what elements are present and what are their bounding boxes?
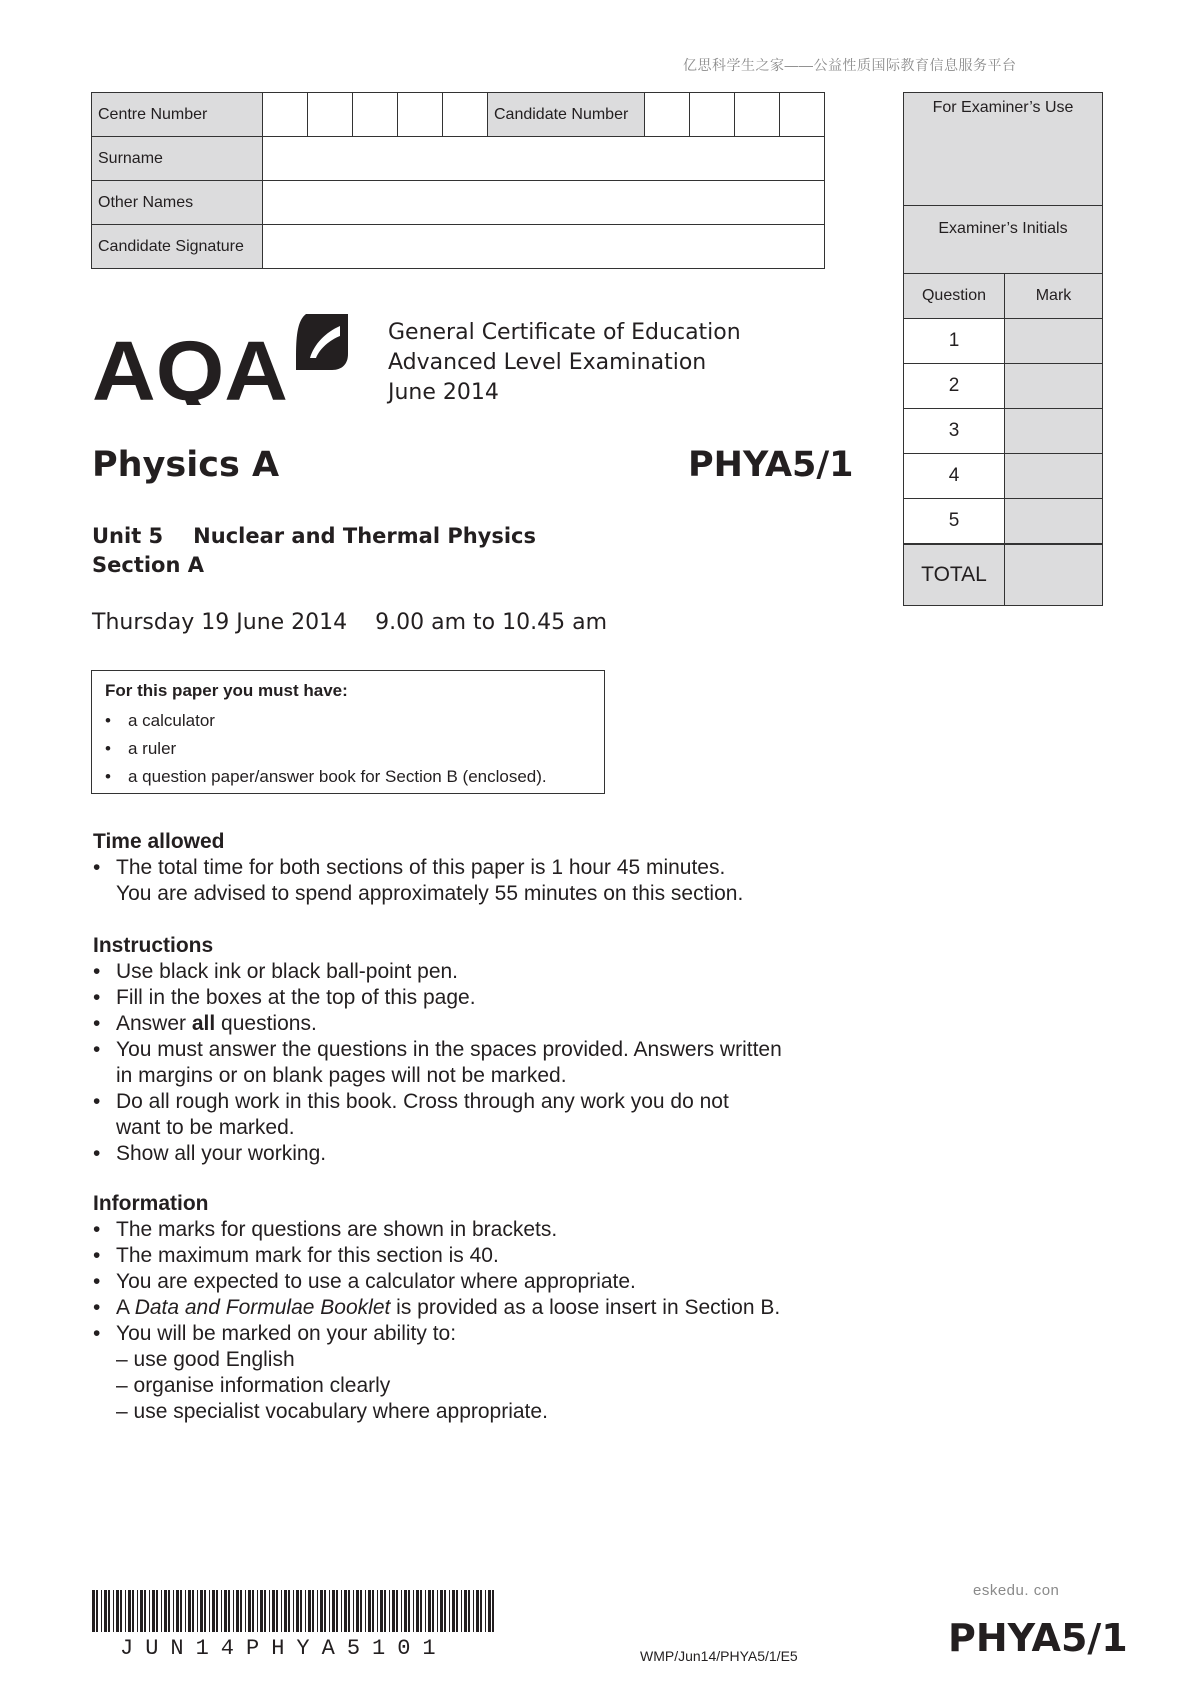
candidate-number-box[interactable] [645, 93, 690, 137]
mark-cell[interactable] [1005, 409, 1103, 454]
barcode-bar [348, 1590, 350, 1632]
exam-line: General Certificate of Education [388, 320, 741, 345]
instruction-emphasis: all [191, 1012, 216, 1035]
barcode-bar [392, 1590, 395, 1632]
barcode-bar [336, 1590, 338, 1632]
signature-field[interactable] [263, 225, 825, 269]
barcode-bar [128, 1590, 131, 1632]
information-item: • The marks for questions are shown in brackets. [93, 1217, 873, 1243]
time-allowed-item: • The total time for both sections of this paper is 1 hour 45 minutes. [93, 855, 873, 881]
barcode-bar [185, 1590, 186, 1632]
centre-number-box[interactable] [398, 93, 443, 137]
centre-number-box[interactable] [308, 93, 353, 137]
instructions-heading: Instructions [93, 934, 214, 957]
barcode-bar [473, 1590, 474, 1632]
centre-number-label: Centre Number [92, 93, 263, 137]
subject-title: Physics A [92, 445, 280, 485]
information-subitem: – use specialist vocabulary where appropriate. [116, 1400, 548, 1423]
information-emphasis: Data and Formulae Booklet [134, 1296, 391, 1319]
barcode-bar [137, 1590, 138, 1632]
barcode-bar [272, 1590, 275, 1632]
information-item: • You are expected to use a calculator where appropriate. [93, 1269, 873, 1295]
barcode-bar [444, 1590, 446, 1632]
barcode-bar [248, 1590, 251, 1632]
barcode-bar [101, 1590, 102, 1632]
barcode-bar [188, 1590, 191, 1632]
barcode-bar [384, 1590, 386, 1632]
time-allowed-item: You are advised to spend approximately 55 minutes on this section. [116, 882, 744, 905]
barcode-bar [221, 1590, 222, 1632]
barcode-bar [356, 1590, 359, 1632]
barcode-bar [341, 1590, 342, 1632]
barcode-bar [413, 1590, 414, 1632]
instruction-text: questions. [215, 1012, 317, 1035]
barcode-bar [96, 1590, 98, 1632]
barcode-bar [276, 1590, 278, 1632]
barcode-bar [156, 1590, 158, 1632]
barcode-bar [344, 1590, 347, 1632]
barcode-bar [284, 1590, 287, 1632]
aqa-logo-text: AQA [92, 324, 288, 405]
barcode-bar [140, 1590, 143, 1632]
footer-paper-code: PHYA5/1 [948, 1616, 1128, 1660]
barcode-bar [461, 1590, 462, 1632]
aqa-logo [92, 310, 352, 410]
watermark-top: 亿思科学生之家——公益性质国际教育信息服务平台 [683, 57, 1017, 73]
barcode-bar [293, 1590, 294, 1632]
question-number: 3 [904, 409, 1005, 454]
exam-time: 9.00 am to 10.45 am [375, 610, 608, 635]
barcode-bar [420, 1590, 422, 1632]
information-text: A [116, 1296, 135, 1319]
question-header: Question [904, 274, 1005, 319]
barcode-bar [408, 1590, 410, 1632]
barcode-bar [456, 1590, 458, 1632]
barcode-bar [488, 1590, 491, 1632]
barcode-bar [252, 1590, 254, 1632]
barcode-bar [452, 1590, 455, 1632]
barcode-bar [240, 1590, 242, 1632]
marks-table [904, 274, 1102, 605]
barcode-bar [152, 1590, 155, 1632]
barcode-bar [389, 1590, 390, 1632]
barcode-bar [329, 1590, 330, 1632]
instruction-item: • Use black ink or black ball-point pen. [93, 959, 873, 985]
must-have-item: • a ruler [105, 735, 604, 763]
barcode-bar [164, 1590, 167, 1632]
candidate-number-label: Candidate Number [488, 93, 645, 137]
aqa-logo-mark [296, 314, 348, 370]
information-subitem: – organise information clearly [116, 1374, 391, 1397]
barcode-bar [360, 1590, 362, 1632]
barcode-bar [464, 1590, 467, 1632]
mark-header: Mark [1005, 274, 1103, 319]
instruction-text: Answer [116, 1012, 192, 1035]
must-have-box [91, 670, 605, 794]
must-have-item: • a question paper/answer book for Section B (enclosed). [105, 763, 604, 791]
barcode-bar [485, 1590, 486, 1632]
examiner-initials-label: Examiner’s Initials [904, 206, 1102, 274]
barcode-bar [173, 1590, 174, 1632]
barcode-bar [404, 1590, 407, 1632]
barcode-bar [416, 1590, 419, 1632]
must-have-item: • a calculator [105, 707, 604, 735]
barcode-bar [260, 1590, 263, 1632]
section-label: Section A [92, 553, 204, 577]
centre-number-box[interactable] [263, 93, 308, 137]
instruction-item: • Show all your working. [93, 1141, 873, 1167]
centre-number-box[interactable] [443, 93, 488, 137]
barcode-text: JUN14PHYA5101 [120, 1636, 448, 1661]
candidate-details-table [91, 92, 825, 269]
barcode-bar [192, 1590, 194, 1632]
barcode-bar [125, 1590, 126, 1632]
barcode-bar [176, 1590, 179, 1632]
instruction-item: • Do all rough work in this book. Cross through any work you do not [93, 1089, 873, 1115]
barcode-bar [296, 1590, 299, 1632]
barcode-bar [480, 1590, 482, 1632]
barcode-bar [377, 1590, 378, 1632]
barcode-bar [200, 1590, 203, 1632]
barcode-bar [380, 1590, 383, 1632]
barcode-bar [233, 1590, 234, 1632]
barcode-bar [197, 1590, 198, 1632]
time-allowed-heading: Time allowed [93, 830, 225, 853]
barcode-bar [209, 1590, 210, 1632]
barcode-bar [149, 1590, 150, 1632]
barcode-bar [468, 1590, 470, 1632]
barcode-bar [372, 1590, 374, 1632]
barcode-bar [425, 1590, 426, 1632]
mark-cell[interactable] [1005, 319, 1103, 364]
instruction-item-cont: in margins or on blank pages will not be marked. [116, 1064, 567, 1087]
barcode-bar [269, 1590, 270, 1632]
barcode-bar [228, 1590, 230, 1632]
barcode-bar [401, 1590, 402, 1632]
instruction-item-cont: want to be marked. [116, 1116, 295, 1139]
information-item: • The maximum mark for this section is 40. [93, 1243, 873, 1269]
candidate-number-box[interactable] [735, 93, 780, 137]
barcode-bar [305, 1590, 306, 1632]
instruction-item: • Fill in the boxes at the top of this page. [93, 985, 873, 1011]
unit-number: Unit 5 [92, 524, 164, 548]
barcode-bar [120, 1590, 122, 1632]
signature-label: Candidate Signature [92, 225, 263, 269]
barcode-bar [132, 1590, 134, 1632]
barcode-bar [108, 1590, 110, 1632]
exam-date-time [92, 610, 607, 635]
examiner-panel [903, 92, 1103, 606]
barcode-bar [353, 1590, 354, 1632]
barcode-bar [312, 1590, 314, 1632]
mark-cell[interactable] [1005, 499, 1103, 545]
barcode-bar [432, 1590, 434, 1632]
barcode-bar [113, 1590, 114, 1632]
exam-line: Advanced Level Examination [388, 350, 707, 375]
barcode-bar [320, 1590, 323, 1632]
barcode-bar [300, 1590, 302, 1632]
question-number: 2 [904, 364, 1005, 409]
information-subitem: – use good English [116, 1348, 295, 1371]
examiner-use-heading: For Examiner’s Use [904, 93, 1102, 206]
centre-number-box[interactable] [353, 93, 398, 137]
barcode-bar [168, 1590, 170, 1632]
barcode-bar [224, 1590, 227, 1632]
must-have-title: For this paper you must have: [105, 681, 348, 700]
barcode-bar [257, 1590, 258, 1632]
barcode-bar [116, 1590, 119, 1632]
surname-label: Surname [92, 137, 263, 181]
unit-title: Nuclear and Thermal Physics [193, 524, 537, 548]
mark-cell[interactable] [1005, 364, 1103, 409]
footer-reference: WMP/Jun14/PHYA5/1/E5 [640, 1648, 798, 1664]
barcode-bar [144, 1590, 146, 1632]
barcode-bar [437, 1590, 438, 1632]
barcode-bar [245, 1590, 246, 1632]
barcode [92, 1590, 502, 1637]
barcode-bar [308, 1590, 311, 1632]
barcode-bar [212, 1590, 215, 1632]
barcode-bar [281, 1590, 282, 1632]
barcode-bar [428, 1590, 431, 1632]
total-label: TOTAL [904, 544, 1005, 605]
other-names-field[interactable] [263, 181, 825, 225]
question-number: 4 [904, 454, 1005, 499]
question-number: 5 [904, 499, 1005, 545]
instructions-section [93, 933, 873, 1167]
barcode-bar [180, 1590, 182, 1632]
barcode-bar [288, 1590, 290, 1632]
barcode-bar [440, 1590, 443, 1632]
other-names-label: Other Names [92, 181, 263, 225]
candidate-number-box[interactable] [690, 93, 735, 137]
instruction-item [93, 1011, 873, 1037]
information-item: • You will be marked on your ability to: [93, 1321, 873, 1347]
information-section [93, 1191, 873, 1425]
barcode-bar [264, 1590, 266, 1632]
barcode-bar [492, 1590, 494, 1632]
information-text: is provided as a loose insert in Section B. [390, 1296, 781, 1319]
barcode-bar [396, 1590, 398, 1632]
candidate-number-box[interactable] [780, 93, 825, 137]
barcode-bar [104, 1590, 107, 1632]
information-item [93, 1295, 873, 1321]
barcode-bar [368, 1590, 371, 1632]
paper-code: PHYA5/1 [688, 445, 854, 485]
footer-watermark: eskedu. con [973, 1582, 1060, 1599]
instruction-item: • You must answer the questions in the spaces provided. Answers written [93, 1037, 873, 1063]
mark-cell[interactable] [1005, 454, 1103, 499]
barcode-bar [476, 1590, 479, 1632]
total-mark-cell[interactable] [1005, 544, 1103, 605]
barcode-bar [365, 1590, 366, 1632]
barcode-bar [204, 1590, 206, 1632]
exam-line: June 2014 [388, 380, 499, 405]
time-allowed-section [93, 829, 873, 907]
question-number: 1 [904, 319, 1005, 364]
information-heading: Information [93, 1192, 209, 1215]
exam-title-block [388, 318, 741, 408]
barcode-bar [92, 1590, 95, 1632]
exam-date: Thursday 19 June 2014 [92, 610, 348, 635]
barcode-bar [332, 1590, 335, 1632]
barcode-bar [449, 1590, 450, 1632]
barcode-bar [317, 1590, 318, 1632]
unit-block [92, 522, 536, 580]
surname-field[interactable] [263, 137, 825, 181]
barcode-bar [161, 1590, 162, 1632]
barcode-bar [324, 1590, 326, 1632]
barcode-bar [216, 1590, 218, 1632]
barcode-bar [236, 1590, 239, 1632]
